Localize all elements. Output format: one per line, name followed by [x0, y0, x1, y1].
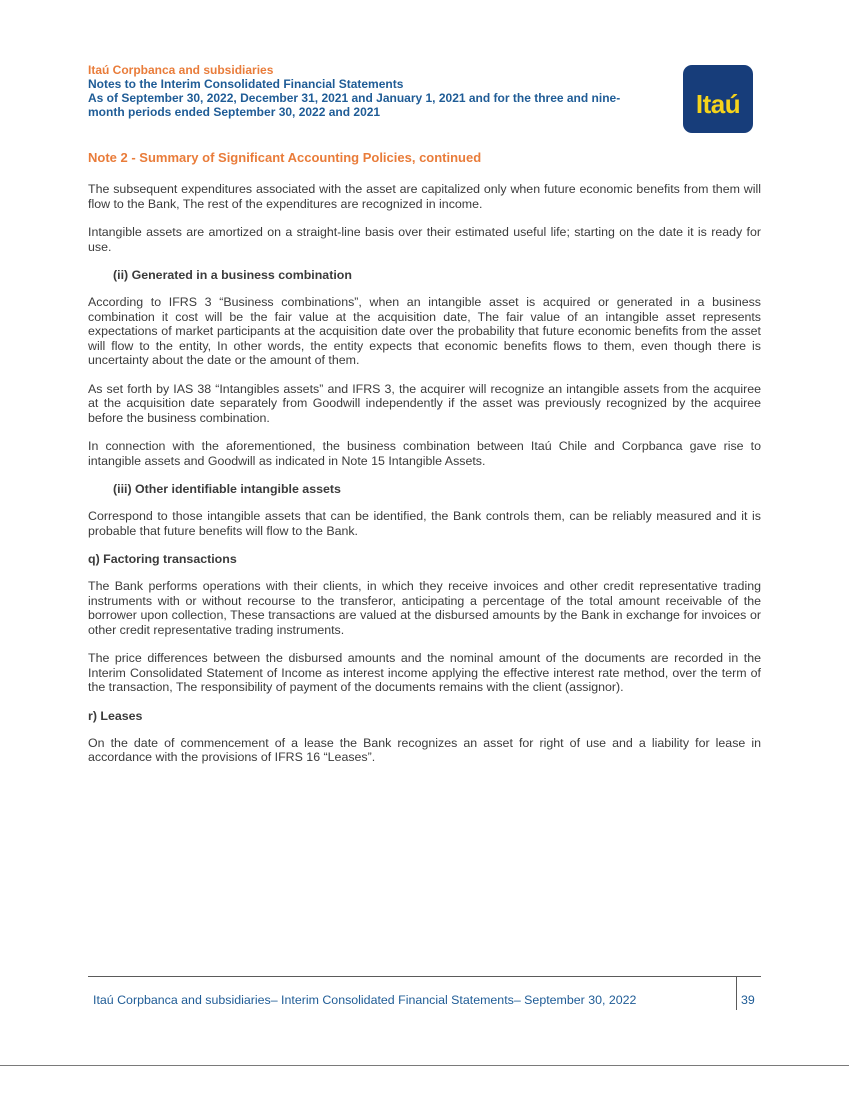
paragraph: The price differences between the disbursed amounts and the nominal amount of the documents are recorded in the Interim Consolidated Statement of Income as interest income applying the effective interest rate method, over the term of the transaction, The responsibility of payment of the documents remains with the client (assignor).: [88, 651, 761, 694]
paragraph: As set forth by IAS 38 “Intangibles assets” and IFRS 3, the acquirer will recognize an intangible assets from the acquiree at the acquisition date separately from Goodwill independently if the asset was previously recognized by the acquiree before the business combination.: [88, 381, 761, 425]
paragraph: The subsequent expenditures associated with the asset are capitalized only when future economic benefits from them will flow to the Bank, The rest of the expenditures are recognized in income.: [88, 182, 761, 211]
document-body: [88, 150, 761, 779]
section-heading-r: r) Leases: [88, 708, 143, 723]
footer-text: Itaú Corpbanca and subsidiaries– Interim Consolidated Financial Statements– September 30, 2022: [93, 993, 637, 1007]
page-bottom-edge: [0, 1065, 849, 1066]
footer-page-separator: [736, 976, 737, 1010]
itau-logo: [683, 65, 753, 133]
paragraph: In connection with the aforementioned, the business combination between Itaú Chile and Corpbanca gave rise to intangible assets and Goodwill as indicated in Note 15 Intangible Assets.: [88, 439, 761, 468]
paragraph: According to IFRS 3 “Business combinations”, when an intangible asset is acquired or generated in a business combination it cost will be the fair value at the acquisition date, The fair value of an intangible asset represents expectations of market participants at the acquisition date over the probability that future economic benefits from the asset will flow to the entity, In other words, the entity expects that economic benefits flows to them, even though there is uncertainty about the date or the amount of them.: [88, 295, 761, 367]
paragraph: Correspond to those intangible assets that can be identified, the Bank controls them, can be reliably measured and it is probable that future benefits will flow to the Bank.: [88, 509, 761, 538]
paragraph: The Bank performs operations with their clients, in which they receive invoices and other credit representative trading instruments with or without recourse to the transferor, anticipating a percentage of the total amount receivable of the borrower upon collection, These transactions are valued at the disbursed amounts by the Bank in exchange for invoices or other credit representative trading instruments.: [88, 579, 761, 637]
header-period-line-2: month periods ended September 30, 2022 and 2021: [88, 105, 381, 119]
subheading-ii: (ii) Generated in a business combination: [113, 268, 352, 282]
paragraph: Intangible assets are amortized on a straight-line basis over their estimated useful life; starting on the date it is ready for use.: [88, 225, 761, 254]
footer-divider: [88, 976, 761, 977]
header-company: Itaú Corpbanca and subsidiaries: [88, 63, 274, 77]
paragraph: On the date of commencement of a lease the Bank recognizes an asset for right of use and a liability for lease in accordance with the provisions of IFRS 16 “Leases”.: [88, 735, 761, 764]
page-number: 39: [741, 993, 755, 1007]
section-heading-q: q) Factoring transactions: [88, 552, 237, 566]
header-title: Notes to the Interim Consolidated Financial Statements: [88, 77, 404, 91]
subheading-iii: (iii) Other identifiable intangible assets: [113, 482, 341, 496]
note-title: Note 2 - Summary of Significant Accounting Policies, continued: [88, 150, 482, 165]
header-period-line-1: As of September 30, 2022, December 31, 2021 and January 1, 2021 and for the three and nine-: [88, 91, 621, 105]
page-header: [88, 63, 668, 119]
itau-logo-text: Itaú: [695, 88, 741, 119]
